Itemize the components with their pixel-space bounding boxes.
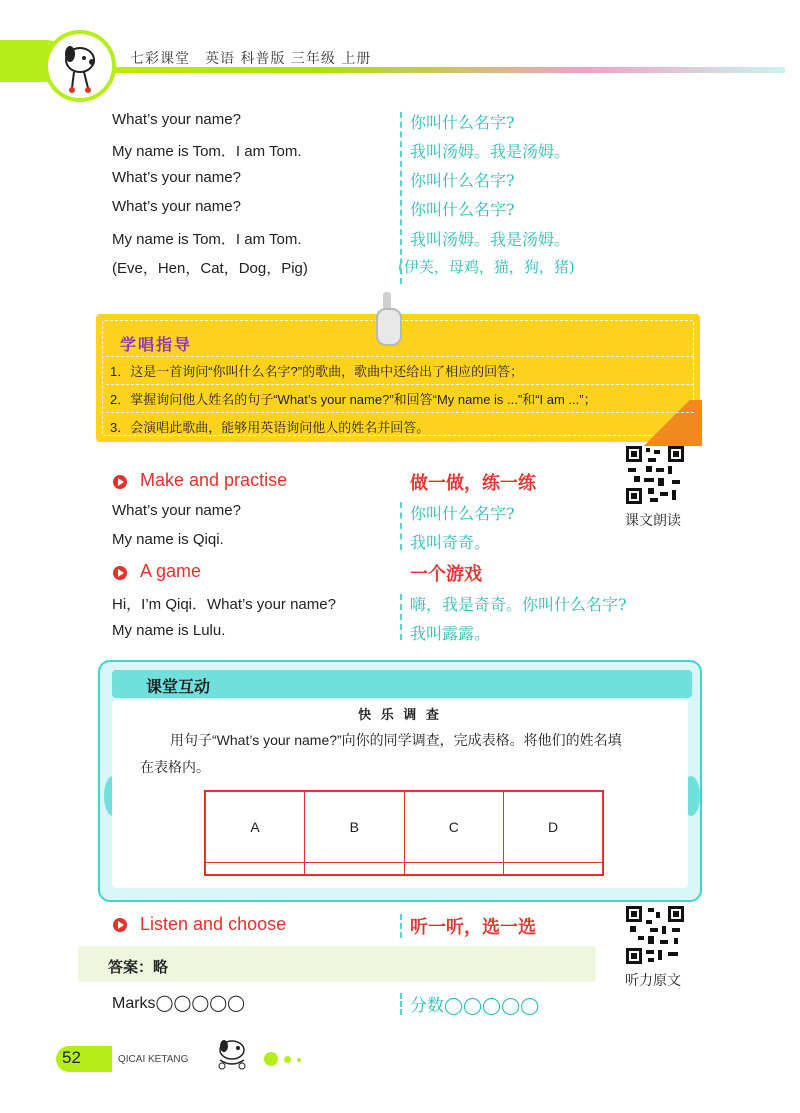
footer-dot — [284, 1056, 291, 1063]
guide-separator — [106, 384, 694, 385]
game-zh-line: 我叫露露。 — [410, 624, 491, 643]
game-zh-line: 嗨，我是奇奇。你叫什么名字? — [410, 595, 627, 614]
section-title-en: Listen and choose — [140, 914, 287, 934]
dialog-en-line: What’s your name? — [112, 198, 241, 215]
practise-en-line: What’s your name? — [112, 502, 241, 519]
table-header-cell: A — [205, 791, 305, 862]
practise-zh-line: 我叫奇奇。 — [410, 533, 491, 552]
qr-code-icon[interactable] — [626, 446, 684, 504]
page-number: 52 — [62, 1048, 81, 1067]
footer-dot — [297, 1058, 301, 1062]
qr-code-icon[interactable] — [626, 906, 684, 964]
dashed-divider — [400, 502, 402, 550]
marks-en: Marks◯◯◯◯◯ — [112, 995, 246, 1012]
activity-instruction: 用句子“What’s your name?”向你的同学调查，完成表格。将他们的姓名填 — [170, 732, 622, 748]
play-icon — [113, 918, 127, 932]
guide-line: 2．掌握询问他人姓名的句子“What’s your name?”和回答“My name is ...”和“I am ...”； — [110, 392, 597, 407]
qr-caption: 课文朗读 — [625, 513, 681, 529]
dog-mascot-icon — [210, 1036, 254, 1072]
table-cell-blank[interactable] — [305, 862, 405, 875]
header-stripe — [0, 67, 785, 73]
section-title-zh: 一个游戏 — [410, 564, 482, 584]
activity-subtitle: 快 乐 调 查 — [358, 707, 442, 722]
dialog-en-line: What’s your name? — [112, 111, 241, 128]
table-cell-blank[interactable] — [404, 862, 504, 875]
play-icon — [113, 475, 127, 489]
activity-title: 课堂互动 — [146, 679, 211, 696]
guide-page-fold — [632, 400, 702, 446]
dialog-zh-line: 你叫什么名字? — [410, 200, 515, 219]
dialog-zh-line: 我叫汤姆。我是汤姆。 — [410, 142, 571, 161]
marks-zh: 分数◯◯◯◯◯ — [410, 996, 540, 1015]
table-cell-blank[interactable] — [205, 862, 305, 875]
section-title-zh: 听一听，选一选 — [410, 917, 536, 937]
table-header-cell: C — [404, 791, 504, 862]
survey-table — [204, 790, 604, 876]
footer-brand: QICAI KETANG — [118, 1054, 189, 1065]
dashed-divider — [400, 914, 402, 938]
paper-clip-icon — [376, 308, 402, 346]
dashed-divider — [400, 993, 402, 1015]
table-row — [205, 862, 603, 875]
game-en-line: Hi，I’m Qiqi．What’s your name? — [112, 596, 336, 613]
guide-line: 3．会演唱此歌曲，能够用英语询问他人的姓名并回答。 — [110, 420, 430, 435]
practise-en-line: My name is Qiqi. — [112, 531, 224, 548]
mascot-logo — [44, 30, 116, 102]
header-title: 七彩课堂 英语 科普版 三年级 上册 — [130, 51, 372, 67]
qr-caption: 听力原文 — [625, 973, 681, 989]
table-cell-blank[interactable] — [504, 862, 604, 875]
guide-title: 学唱指导 — [120, 337, 193, 354]
dog-mascot-icon — [48, 34, 112, 98]
dialog-zh-line: 我叫汤姆。我是汤姆。 — [410, 230, 571, 249]
table-header-cell: D — [504, 791, 604, 862]
dialog-en-line: (Eve，Hen，Cat，Dog，Pig) — [112, 260, 308, 277]
table-header-cell: B — [305, 791, 405, 862]
footer-dot — [264, 1052, 278, 1066]
practise-zh-line: 你叫什么名字? — [410, 504, 515, 523]
guide-separator — [106, 356, 694, 357]
guide-line: 1．这是一首询问“你叫什么名字?”的歌曲，歌曲中还给出了相应的回答； — [110, 364, 524, 379]
dialog-zh-line: (伊芙，母鸡，猫，狗，猪) — [398, 258, 575, 276]
dialog-zh-line: 你叫什么名字? — [410, 113, 515, 132]
dialog-en-line: What’s your name? — [112, 169, 241, 186]
dashed-divider — [400, 594, 402, 640]
guide-separator — [106, 412, 694, 413]
game-en-line: My name is Lulu. — [112, 622, 226, 639]
dialog-en-line: My name is Tom．I am Tom. — [112, 231, 302, 248]
answer-text: 答案：略 — [108, 959, 169, 976]
section-title-en: A game — [140, 561, 202, 581]
activity-instruction: 在表格内。 — [140, 759, 210, 775]
section-title-en: Make and practise — [140, 470, 288, 490]
play-icon — [113, 566, 127, 580]
dashed-divider — [400, 112, 402, 284]
dialog-zh-line: 你叫什么名字? — [410, 171, 515, 190]
dialog-en-line: My name is Tom．I am Tom. — [112, 143, 302, 160]
table-row — [205, 791, 603, 862]
section-title-zh: 做一做，练一练 — [410, 473, 536, 493]
